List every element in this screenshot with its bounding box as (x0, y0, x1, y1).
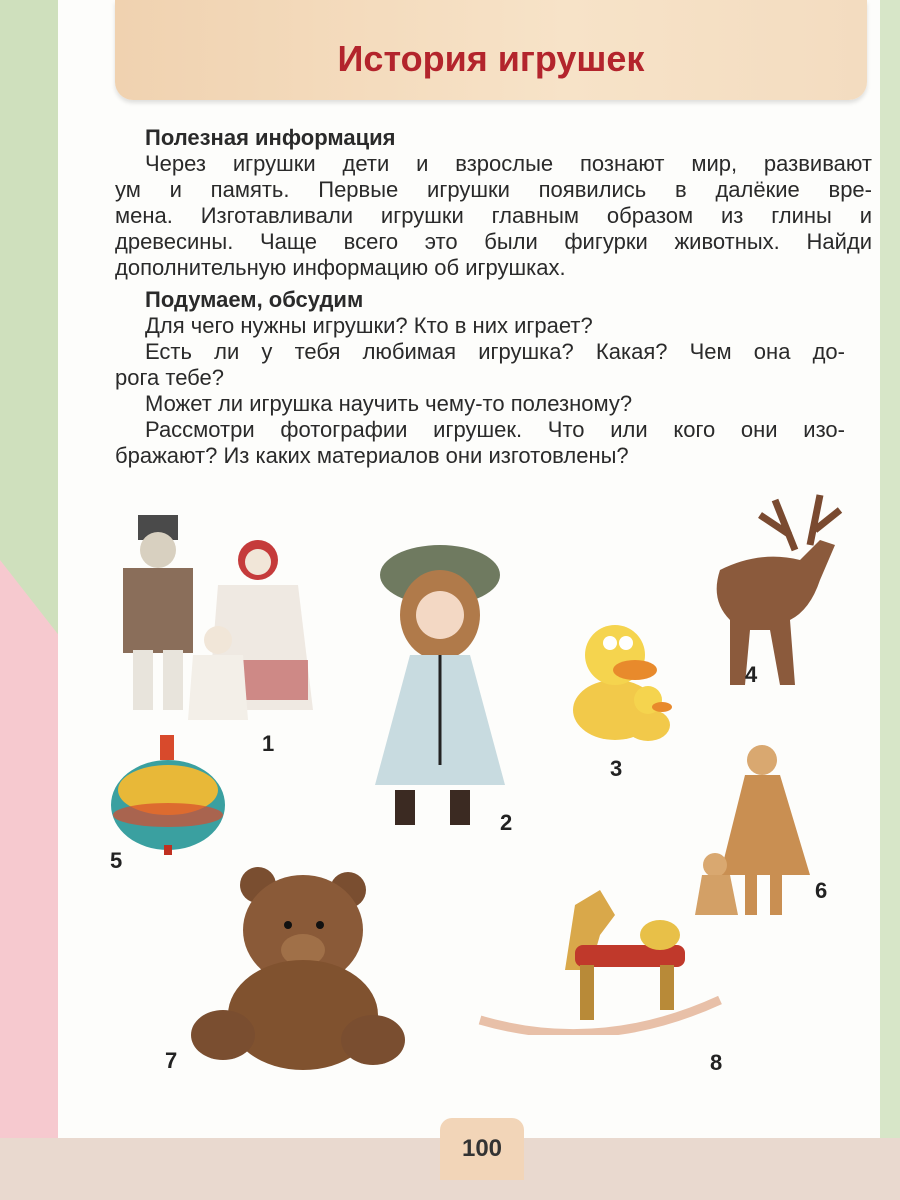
text-line: Для чего нужны игрушки? Кто в них играет? (145, 313, 593, 338)
text-line: рога тебе? (115, 365, 225, 390)
photo-rubber-ducks (570, 615, 680, 745)
text-line: бражают? Из каких материалов они изготовлены? (115, 443, 629, 468)
photo-rocking-horse (475, 885, 730, 1035)
text-line: Через игрушки дети и взрослые познают мир, развивают (145, 151, 872, 176)
background-right-strip (880, 0, 900, 1200)
photo-teddy-bear (188, 865, 408, 1070)
photo-label: 6 (815, 878, 828, 903)
text-line: дополнительную информацию об игрушках. (115, 255, 566, 280)
photo-label: 3 (610, 756, 623, 781)
photo-label: 4 (745, 662, 758, 687)
section-useful-info (115, 125, 872, 281)
text-line: древесины. Чаще всего это были фигурки животных. Найди (115, 229, 872, 254)
photo-porcelain-doll (365, 535, 515, 835)
text-line: Есть ли у тебя любимая игрушка? Какая? Чем она до- (145, 339, 845, 364)
page-number: 100 (440, 1118, 524, 1180)
photo-label: 8 (710, 1050, 723, 1075)
section-heading: Подумаем, обсудим (145, 287, 364, 312)
photo-spinning-top (108, 730, 228, 855)
photo-label: 5 (110, 848, 123, 873)
text-line: Может ли игрушка научить чему-то полезному? (145, 391, 633, 416)
page-title: История игрушек (337, 38, 645, 79)
photo-rag-dolls (108, 510, 323, 725)
section-discuss (115, 287, 872, 469)
photo-label: 1 (262, 731, 275, 756)
section-heading: Полезная информация (145, 125, 396, 150)
text-line: мена. Изготавливали игрушки главным образом из глины и (115, 203, 872, 228)
photo-label: 7 (165, 1048, 178, 1073)
text-line: ум и память. Первые игрушки появились в далёкие вре- (115, 177, 872, 202)
title-banner (115, 0, 867, 100)
photo-label: 2 (500, 810, 513, 835)
text-line: Рассмотри фотографии игрушек. Что или кого они изо- (145, 417, 845, 442)
photo-clay-deer (700, 490, 845, 690)
